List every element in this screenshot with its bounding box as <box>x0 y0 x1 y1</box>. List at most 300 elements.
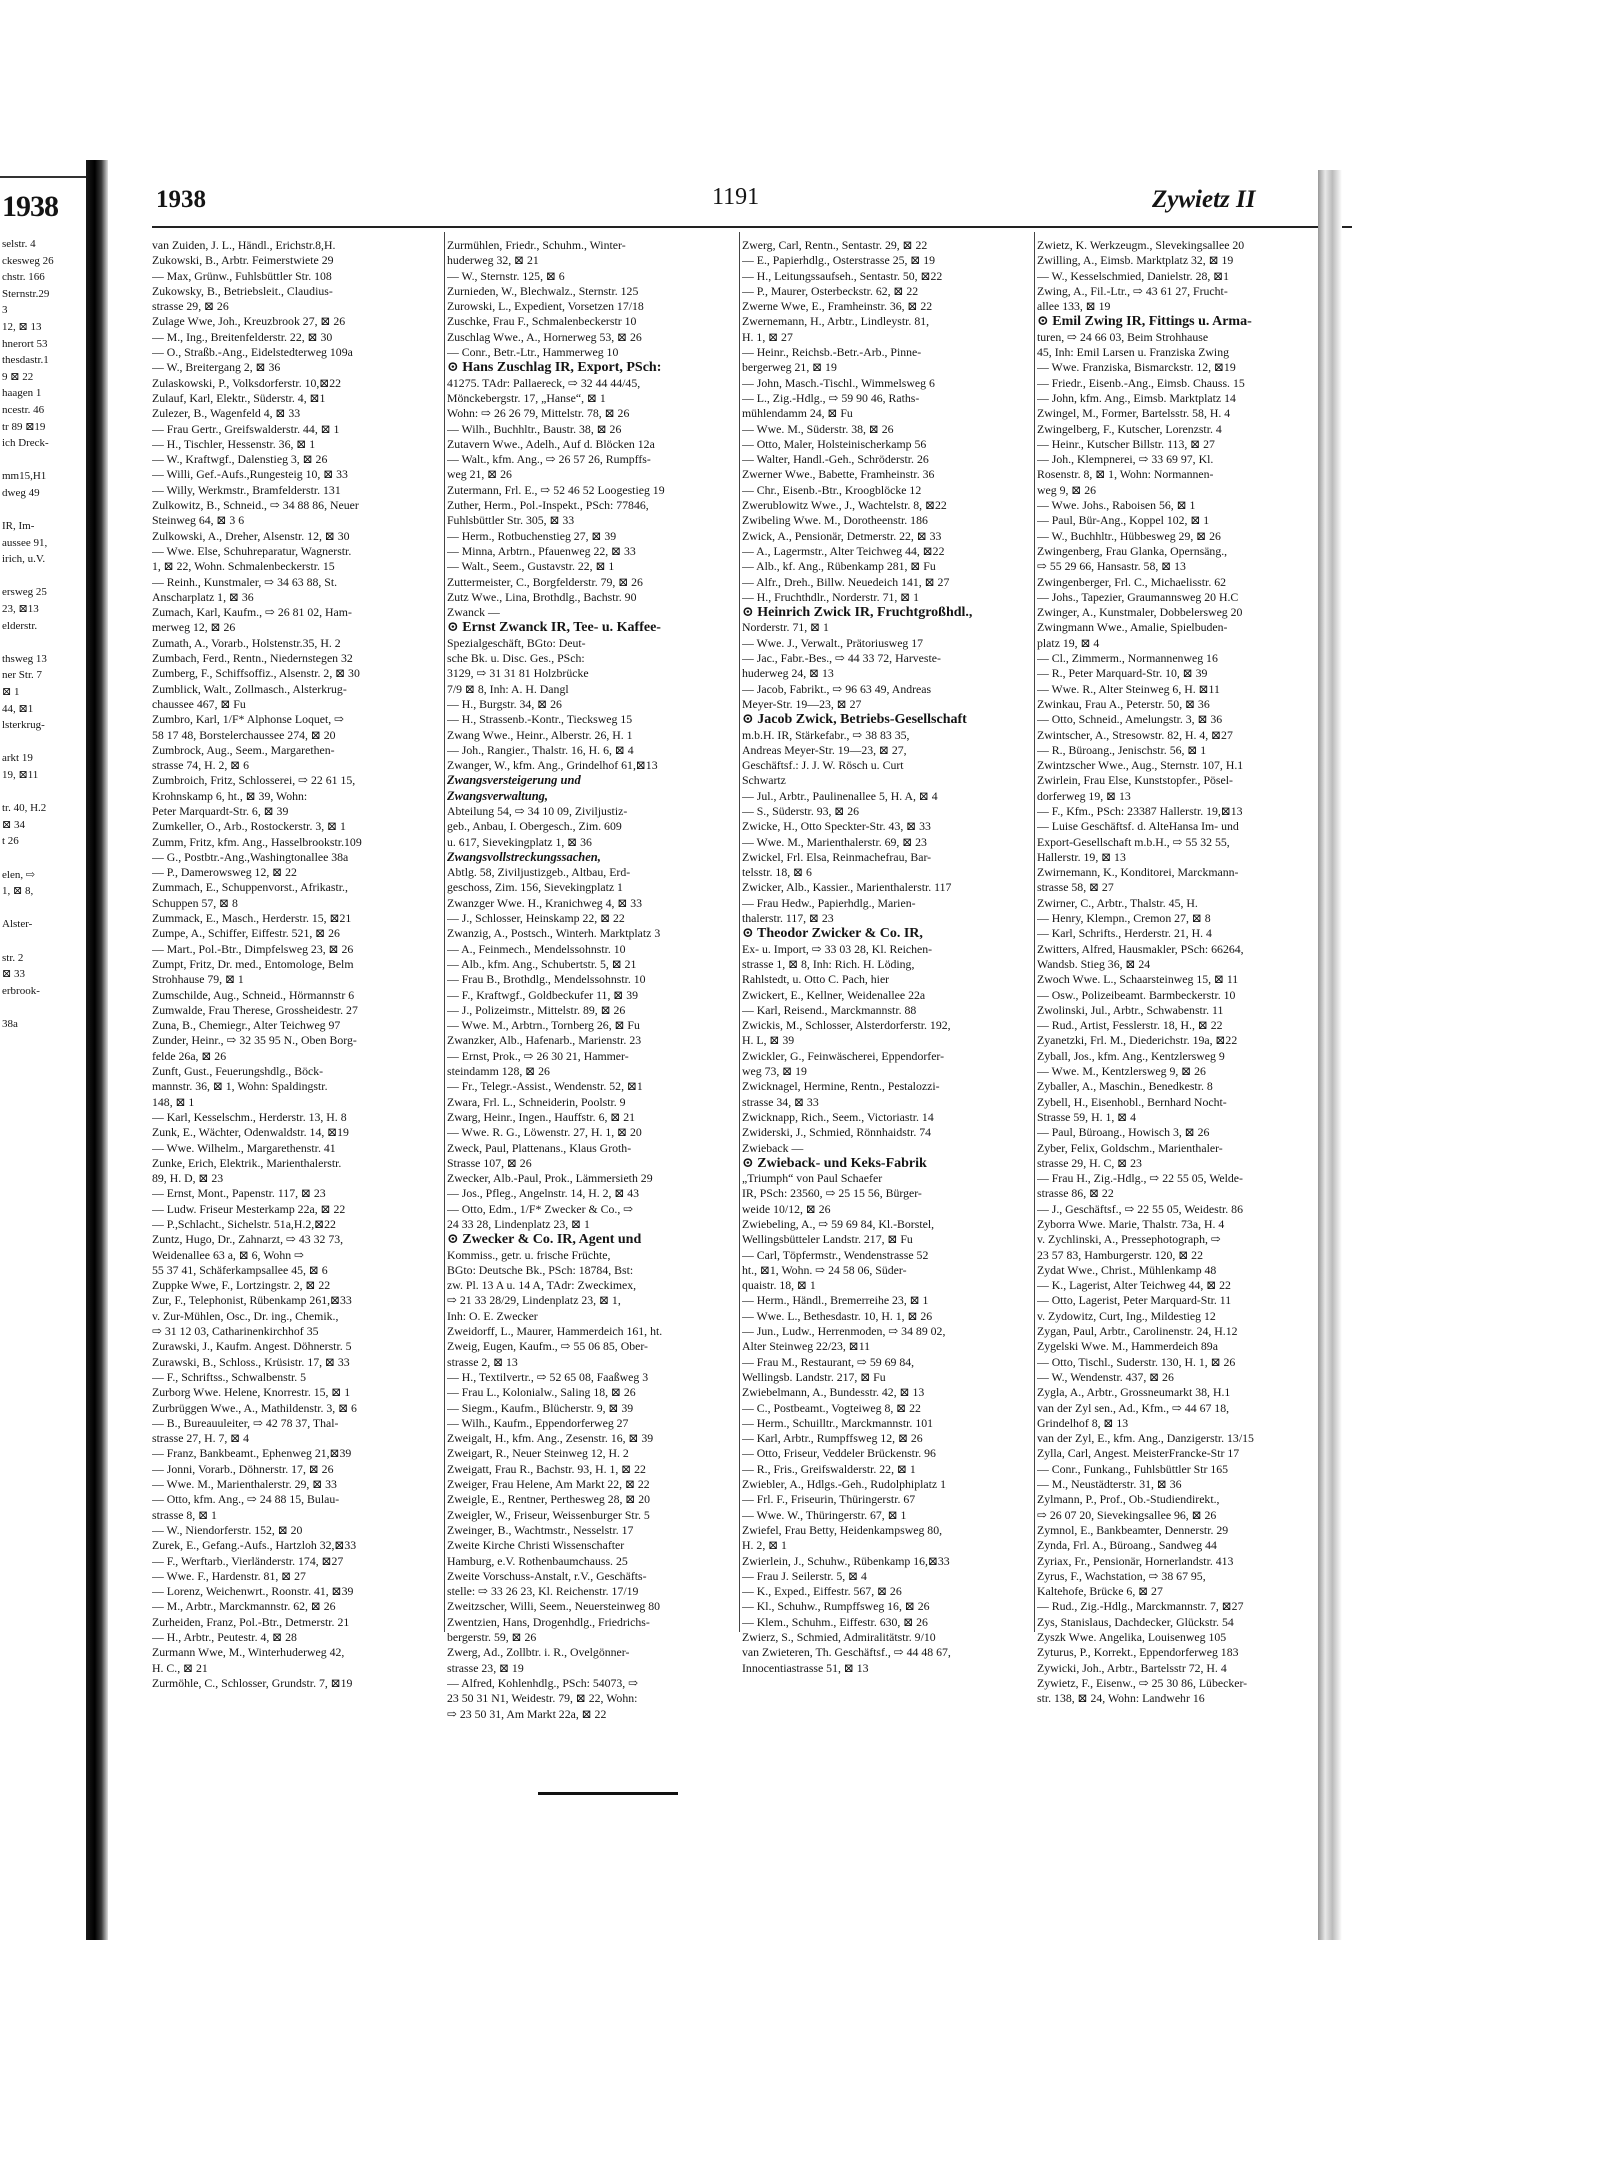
directory-entry-line: — Wwe. Else, Schuhreparatur, Wagnerstr. <box>152 543 352 558</box>
directory-entry-line: stelle: ⇨ 33 26 23, Kl. Reichenstr. 17/19 <box>447 1584 639 1599</box>
directory-entry-line: — Wwe. M., Süderstr. 38, ⊠ 26 <box>742 421 894 436</box>
directory-entry-line: — A., Lagermstr., Alter Teichweg 44, ⊠22 <box>742 543 945 558</box>
directory-entry-line: — Conr., Funkang., Fuhlsbüttler Str 165 <box>1037 1461 1229 1476</box>
directory-entry-line: Zwangsversteigerung und <box>447 773 581 788</box>
directory-entry-line: Zyballer, A., Maschin., Benedkestr. 8 <box>1037 1079 1213 1094</box>
directory-entry-line: zw. Pl. 13 A u. 14 A, TAdr: Zweckimex, <box>447 1278 637 1293</box>
directory-entry-line: Zybell, H., Eisenhobl., Bernhard Nocht- <box>1037 1094 1227 1109</box>
directory-entry-line: — Heinr., Reichsb.-Betr.-Arb., Pinne- <box>742 345 922 360</box>
left-fragment-line: elderstr. <box>2 619 38 632</box>
directory-entry-line: Zwickert, E., Kellner, Weidenallee 22a <box>742 987 926 1002</box>
left-fragment-line: ich Dreck- <box>2 437 49 450</box>
directory-entry-line: — Karl, Reisend., Marckmannstr. 88 <box>742 1002 917 1017</box>
directory-entry-line: Schuppen 57, ⊠ 8 <box>152 895 238 910</box>
directory-entry-line: Zunft, Gust., Feuerungshdlg., Böck- <box>152 1064 324 1079</box>
directory-entry-line: Zwanger, W., kfm. Ang., Grindelhof 61,⊠13 <box>447 758 658 773</box>
directory-entry-line: Zwicknapp, Rich., Seem., Victoriastr. 14 <box>742 1109 934 1124</box>
left-fragment-line: thesdastr.1 <box>2 354 49 367</box>
directory-entry-line: Zwiefel, Frau Betty, Heidenkampsweg 80, <box>742 1522 943 1537</box>
directory-entry-line: Zulage Wwe, Joh., Kreuzbrook 27, ⊠ 26 <box>152 314 346 329</box>
directory-entry-line: strasse 29, ⊠ 26 <box>152 299 229 314</box>
directory-entry-line: Spezialgeschäft, BGto: Deut- <box>447 635 586 650</box>
directory-entry-line: — O., Straßb.-Ang., Eidelstedterweg 109a <box>152 345 353 360</box>
left-fragment-line: Sternstr.29 <box>2 287 50 300</box>
directory-entry-line: Zyrus, F., Wachstation, ⇨ 38 67 95, <box>1037 1568 1206 1583</box>
directory-entry-line: strasse 23, ⊠ 19 <box>447 1660 524 1675</box>
directory-entry-line: Zutz Wwe., Lina, Brothdlg., Bachstr. 90 <box>447 589 637 604</box>
directory-entry-line: — Wwe. R. G., Löwenstr. 27, H. 1, ⊠ 20 <box>447 1125 642 1140</box>
directory-entry-line: — R., Fris., Greifswalderstr. 22, ⊠ 1 <box>742 1461 916 1476</box>
directory-entry-line: Zwara, Frl. L., Schneiderin, Poolstr. 9 <box>447 1094 626 1109</box>
directory-entry-line: Zynda, Frl. A., Büroang., Sandweg 44 <box>1037 1538 1217 1553</box>
directory-entry-line: — Paul, Büroang., Howisch 3, ⊠ 26 <box>1037 1125 1210 1140</box>
directory-entry-line: van der Zyl, E., kfm. Ang., Danzigerstr. 13/15 <box>1037 1431 1254 1446</box>
directory-entry-line: — Frau M., Restaurant, ⇨ 59 69 84, <box>742 1354 915 1369</box>
directory-entry-line: Ex- u. Import, ⇨ 33 03 28, Kl. Reichen- <box>742 941 933 956</box>
directory-entry-line: van der Zyl sen., Ad., Kfm., ⇨ 44 67 18, <box>1037 1400 1230 1415</box>
directory-entry-line: 7/9 ⊠ 8, Inh: A. H. Dangl <box>447 681 569 696</box>
directory-entry-line: — Jonni, Vorarb., Döhnerstr. 17, ⊠ 26 <box>152 1461 334 1476</box>
directory-entry-line: Weidenallee 63 a, ⊠ 6, Wohn ⇨ <box>152 1247 304 1262</box>
directory-entry-line: huderweg 24, ⊠ 13 <box>742 666 834 681</box>
header-year: 1938 <box>156 186 206 213</box>
left-fragment-line: ⊠ 34 <box>2 818 25 831</box>
directory-entry-line: — R., Peter Marquard-Str. 10, ⊠ 39 <box>1037 666 1208 681</box>
directory-entry-line: Schwartz <box>742 773 786 788</box>
directory-entry-line: — Wilh., Kaufm., Eppendorferweg 27 <box>447 1415 629 1430</box>
directory-entry-line: Peter Marquardt-Str. 6, ⊠ 39 <box>152 803 289 818</box>
directory-entry-line: — Kl., Schuhw., Rumpffsweg 16, ⊠ 26 <box>742 1599 930 1614</box>
directory-entry-line: Zurmann Wwe, M., Winterhuderweg 42, <box>152 1645 345 1660</box>
directory-entry-line: — Joh., Klempnerei, ⇨ 33 69 97, Kl. <box>1037 452 1214 467</box>
directory-entry-line: Zwingenberg, Frau Glanka, Opernsäng., <box>1037 543 1228 558</box>
directory-entry-line: — F., Schriftss., Schwalbenstr. 5 <box>152 1369 307 1384</box>
left-fragment-line: 9 ⊠ 22 <box>2 370 34 383</box>
directory-entry-line: — F., Kraftwgf., Goldbeckufer 11, ⊠ 39 <box>447 987 638 1002</box>
directory-entry-line: — Henry, Klempn., Cremon 27, ⊠ 8 <box>1037 911 1211 926</box>
directory-entry-line: — L., Zig.-Hdlg., ⇨ 59 90 46, Raths- <box>742 390 920 405</box>
directory-entry-line: H. L, ⊠ 39 <box>742 1033 795 1048</box>
directory-entry-line: Zumberg, F., Schiffsoffiz., Alsenstr. 2, ⊠ 30 <box>152 666 360 681</box>
directory-entry-line: — B., Bureauuleiter, ⇨ 42 78 37, Thal- <box>152 1415 339 1430</box>
directory-entry-line: 23 50 31 N1, Weidestr. 79, ⊠ 22, Wohn: <box>447 1691 638 1706</box>
left-fragment-line: str. 2 <box>2 951 24 964</box>
directory-entry-line: — Walt., kfm. Ang., ⇨ 26 57 26, Rumpffs- <box>447 452 651 467</box>
directory-entry-line: Zweigatt, Frau R., Bachstr. 93, H. 1, ⊠ 22 <box>447 1461 646 1476</box>
directory-entry-line: v. Zur-Mühlen, Osc., Dr. ing., Chemik., <box>152 1308 339 1323</box>
directory-entry-line: Meyer-Str. 19—23, ⊠ 27 <box>742 696 862 711</box>
directory-entry-line: — Otto, Lagerist, Peter Marquard-Str. 11 <box>1037 1293 1232 1308</box>
directory-entry-line: — Klem., Schuhm., Eiffestr. 630, ⊠ 26 <box>742 1614 928 1629</box>
directory-entry-line: Wellingsbütteler Landstr. 217, ⊠ Fu <box>742 1232 913 1247</box>
directory-entry-line: Zwitters, Alfred, Hausmakler, PSch: 66264, <box>1037 941 1244 956</box>
directory-entry-line: 41275. TAdr: Pallaereck, ⇨ 32 44 44/45, <box>447 375 641 390</box>
directory-entry-line: Zweite Kirche Christi Wissenschafter <box>447 1538 625 1553</box>
directory-entry-line: Zwintscher, A., Stresowstr. 82, H. 4, ⊠27 <box>1037 727 1233 742</box>
directory-entry-line: Zwierlein, J., Schuhw., Rübenkamp 16,⊠33 <box>742 1553 950 1568</box>
left-fragment-line: t 26 <box>2 835 19 848</box>
directory-entry-line: — H., Burgstr. 34, ⊠ 26 <box>447 696 562 711</box>
directory-entry-line: — Jul., Arbtr., Paulinenallee 5, H. A, ⊠ 4 <box>742 788 938 803</box>
directory-entry-line: — H., Arbtr., Peutestr. 4, ⊠ 28 <box>152 1630 297 1645</box>
left-fragment-line: selstr. 4 <box>2 238 36 250</box>
directory-entry-line: H. 1, ⊠ 27 <box>742 329 793 344</box>
directory-entry-line: Zylla, Carl, Angest. MeisterFrancke-Str 17 <box>1037 1446 1240 1461</box>
directory-entry-line: Abteilung 54, ⇨ 34 10 09, Ziviljustiz- <box>447 803 628 818</box>
directory-entry-line: — W., Sternstr. 125, ⊠ 6 <box>447 268 565 283</box>
directory-entry-line: — C., Postbeamt., Vogteiweg 8, ⊠ 22 <box>742 1400 921 1415</box>
directory-entry-line: Zweig, Eugen, Kaufm., ⇨ 55 06 85, Ober- <box>447 1339 648 1354</box>
left-fragment-line: haagen 1 <box>2 387 42 400</box>
directory-entry-line: — Wwe. F., Hardenstr. 81, ⊠ 27 <box>152 1568 306 1583</box>
directory-entry-line: — Wwe. R., Alter Steinweg 6, H. ⊠11 <box>1037 681 1220 696</box>
directory-entry-line: 55 37 41, Schäferkampsallee 45, ⊠ 6 <box>152 1262 328 1277</box>
directory-entry-line: strasse 29, H. C, ⊠ 23 <box>1037 1155 1142 1170</box>
left-fragment-line: ner Str. 7 <box>2 669 43 682</box>
directory-page <box>108 162 1318 1952</box>
directory-entry-line: Zwinkau, Frau A., Peterstr. 50, ⊠ 36 <box>1037 696 1210 711</box>
left-fragment-line: thsweg 13 <box>2 652 47 665</box>
directory-entry-line: Zwickis, M., Schlosser, Alsterdorferstr. 192, <box>742 1018 951 1033</box>
directory-entry-line: H. C., ⊠ 21 <box>152 1660 208 1675</box>
directory-entry-line: — K., Lagerist, Alter Teichweg 44, ⊠ 22 <box>1037 1278 1231 1293</box>
directory-entry-line: Zygla, A., Arbtr., Grossneumarkt 38, H.1 <box>1037 1385 1231 1400</box>
directory-entry-line: Zwingel, M., Former, Bartelsstr. 58, H. 4 <box>1037 406 1231 421</box>
directory-entry-line: — Fr., Telegr.-Assist., Wendenstr. 52, ⊠1 <box>447 1079 643 1094</box>
directory-entry-line: Zumwalde, Frau Therese, Grossheidestr. 27 <box>152 1002 358 1017</box>
directory-entry-line: strasse 58, ⊠ 27 <box>1037 880 1114 895</box>
directory-entry-line: — S., Süderstr. 93, ⊠ 26 <box>742 803 860 818</box>
directory-entry-line: — Ernst, Mont., Papenstr. 117, ⊠ 23 <box>152 1186 326 1201</box>
directory-entry-line: Hamburg, e.V. Rothenbaumchauss. 25 <box>447 1553 628 1568</box>
directory-entry-line: — W., Kraftwgf., Dalenstieg 3, ⊠ 26 <box>152 452 328 467</box>
directory-entry-line: Wellingsb. Landstr. 217, ⊠ Fu <box>742 1369 886 1384</box>
directory-entry-line: str. 138, ⊠ 24, Wohn: Landwehr 16 <box>1037 1691 1205 1706</box>
left-fragment-line <box>2 900 54 917</box>
directory-entry-line: Zwingelberg, F., Kutscher, Lorenzstr. 4 <box>1037 421 1222 436</box>
directory-entry-line: Zumblick, Walt., Zollmasch., Alsterkrug- <box>152 681 347 696</box>
directory-entry-line: Zurek, E., Gefang.-Aufs., Hartzloh 32,⊠33 <box>152 1538 357 1553</box>
left-fragment-line: Alster- <box>2 918 33 931</box>
directory-entry-line: Norderstr. 71, ⊠ 1 <box>742 620 829 635</box>
directory-entry-line: — Frau H., Zig.-Hdlg., ⇨ 22 55 05, Welde- <box>1037 1171 1243 1186</box>
directory-entry-line: Zymnol, E., Bankbeamter, Dennerstr. 29 <box>1037 1522 1229 1537</box>
directory-entry-line: platz 19, ⊠ 4 <box>1037 635 1100 650</box>
directory-entry-line: ⇨ 23 50 31, Am Markt 22a, ⊠ 22 <box>447 1706 607 1721</box>
directory-entry-line: Zukowsky, B., Betriebsleit., Claudius- <box>152 283 333 298</box>
directory-entry-line: Zweigler, W., Friseur, Weissenburger Str. 5 <box>447 1507 650 1522</box>
directory-entry-line: strasse 8, ⊠ 1 <box>152 1507 217 1522</box>
directory-entry-line: — J., Polizeimstr., Mittelstr. 89, ⊠ 26 <box>447 1002 626 1017</box>
directory-entry-line: — H., Fruchthdlr., Norderstr. 71, ⊠ 1 <box>742 589 919 604</box>
left-fragment-line <box>2 999 54 1016</box>
left-page-text <box>2 236 54 1033</box>
directory-entry-line: — Heinr., Kutscher Billstr. 113, ⊠ 27 <box>1037 436 1215 451</box>
directory-entry-line: — H., Leitungssaufseh., Sentastr. 50, ⊠22 <box>742 268 943 283</box>
directory-entry-line: Zwangsvollstreckungssachen, <box>447 849 601 864</box>
directory-entry-line: merweg 12, ⊠ 26 <box>152 620 236 635</box>
left-fragment-line: tr. 40, H.2 <box>2 802 47 815</box>
directory-entry-line: — Otto, Friseur, Veddeler Brückenstr. 96 <box>742 1446 936 1461</box>
directory-entry-line: Zumschilde, Aug., Schneid., Hörmannstr 6 <box>152 987 355 1002</box>
directory-entry-line: Zwingmann Wwe., Amalie, Spielbuden- <box>1037 620 1228 635</box>
directory-entry-line: Zurmöhle, C., Schlosser, Grundstr. 7, ⊠19 <box>152 1675 353 1690</box>
directory-entry-line: — Herm., Händl., Bremerreihe 23, ⊠ 1 <box>742 1293 929 1308</box>
directory-entry-line: Zwoch Wwe. L., Schaarsteinweg 15, ⊠ 11 <box>1037 972 1239 987</box>
directory-entry-line: — Paul, Bür-Ang., Koppel 102, ⊠ 1 <box>1037 513 1210 528</box>
directory-entry-line: Zuther, Herm., Pol.-Inspekt., PSch: 77846, <box>447 498 649 513</box>
directory-entry-line: — P.,Schlacht., Sichelstr. 51a,H.2,⊠22 <box>152 1217 336 1231</box>
directory-entry-line: Zwiebeling, A., ⇨ 59 69 84, Kl.-Borstel, <box>742 1217 935 1231</box>
directory-entry-line: — W., Kesselschmied, Danielstr. 28, ⊠1 <box>1037 268 1230 283</box>
directory-entry-line: v. Zychlinski, A., Pressephotograph, ⇨ <box>1037 1232 1221 1247</box>
directory-entry-line: — Wwe. J., Verwalt., Prätoriusweg 17 <box>742 635 924 650</box>
directory-entry-line: strasse 1, ⊠ 8, Inh: Rich. H. Löding, <box>742 956 915 971</box>
directory-entry-line: Zweitzscher, Willi, Seem., Neuersteinweg 80 <box>447 1599 661 1614</box>
directory-entry-line: u. 617, Sievekingplatz 1, ⊠ 36 <box>447 834 592 849</box>
directory-entry-line: — Conr., Betr.-Ltr., Hammerweg 10 <box>447 345 619 360</box>
directory-entry-line: Zweiger, Frau Helene, Am Markt 22, ⊠ 22 <box>447 1477 650 1492</box>
directory-entry-line: — Willy, Werkmstr., Bramfelderstr. 131 <box>152 482 341 497</box>
directory-entry-line: Zwicker, Alb., Kassier., Marienthalerstr. 117 <box>742 880 952 895</box>
directory-entry-line: — Frau B., Brothdlg., Mendelssohnstr. 10 <box>447 972 646 987</box>
directory-entry-line: weide 10/12, ⊠ 26 <box>742 1201 831 1216</box>
directory-entry-line: Zwerg, Ad., Zollbtr. i. R., Ovelgönner- <box>447 1645 630 1660</box>
directory-entry-line: Zwanzig, A., Postsch., Winterh. Marktplatz 3 <box>447 926 661 941</box>
left-fragment-line: 19, ⊠11 <box>2 769 39 781</box>
directory-entry-line: Zunder, Heinr., ⇨ 32 35 95 N., Oben Borg- <box>152 1033 357 1048</box>
directory-entry-line: — W., Wendenstr. 437, ⊠ 26 <box>1037 1369 1174 1384</box>
left-page-header: 1938 <box>2 190 58 223</box>
directory-entry-line: — Alfr., Dreh., Billw. Neuedeich 141, ⊠ 27 <box>742 574 950 589</box>
page-edge <box>1318 170 1342 1940</box>
directory-entry-line: weg 73, ⊠ 19 <box>742 1064 807 1079</box>
directory-entry-line: Zurheiden, Franz, Pol.-Btr., Detmerstr. 21 <box>152 1614 350 1629</box>
directory-entry-line: Grindelhof 8, ⊠ 13 <box>1037 1415 1129 1430</box>
directory-entry-line: ⊙ Ernst Zwanck IR, Tee- u. Kaffee- <box>447 620 661 636</box>
directory-entry-line: Zumm, Fritz, kfm. Ang., Hasselbrookstr.109 <box>152 834 362 849</box>
directory-entry-line: Zwiderski, J., Schmied, Rönnhaidstr. 74 <box>742 1125 932 1140</box>
directory-entry-line: — Wwe. Wilhelm., Margarethenstr. 41 <box>152 1140 336 1155</box>
directory-entry-line: Zwirner, C., Arbtr., Thalstr. 45, H. <box>1037 895 1198 910</box>
column-divider <box>739 232 740 1632</box>
directory-entry-line: Zwerg, Carl, Rentn., Sentastr. 29, ⊠ 22 <box>742 238 928 252</box>
directory-entry-line: Zuppke Wwe, F., Lortzingstr. 2, ⊠ 22 <box>152 1278 331 1293</box>
directory-entry-line: Zwolinski, Jul., Arbtr., Schwabenstr. 11 <box>1037 1002 1224 1017</box>
directory-entry-line: Zywicki, Joh., Arbtr., Bartelsstr 72, H. 4 <box>1037 1660 1227 1675</box>
directory-entry-line: Innocentiastrasse 51, ⊠ 13 <box>742 1660 869 1675</box>
directory-entry-line: Zygelski Wwe. M., Hammerdeich 89a <box>1037 1339 1218 1354</box>
directory-entry-line: strasse 86, ⊠ 22 <box>1037 1186 1114 1201</box>
directory-entry-line: — Frl. F., Friseurin, Thüringerstr. 67 <box>742 1492 916 1507</box>
directory-entry-line: Zumkeller, O., Arb., Rostockerstr. 3, ⊠ 1 <box>152 819 346 834</box>
directory-entry-line: — Jos., Pfleg., Angelnstr. 14, H. 2, ⊠ 43 <box>447 1186 640 1201</box>
directory-entry-line: — Wwe. Johs., Raboisen 56, ⊠ 1 <box>1037 498 1196 513</box>
directory-entry-line: — Reinh., Kunstmaler, ⇨ 34 63 88, St. <box>152 574 338 589</box>
left-fragment-line: IR, Im- <box>2 520 35 533</box>
directory-entry-line: Zwing, A., Fil.-Ltr., ⇨ 43 61 27, Frucht- <box>1037 283 1228 298</box>
directory-entry-line: Abtlg. 58, Ziviljustizgeb., Altbau, Erd- <box>447 865 631 880</box>
directory-entry-line: — E., Papierhdlg., Osterstrasse 25, ⊠ 19 <box>742 253 936 268</box>
directory-entry-line: mannstr. 36, ⊠ 1, Wohn: Spaldingstr. <box>152 1079 328 1094</box>
directory-entry-line: Zulkowski, A., Dreher, Alsenstr. 12, ⊠ 30 <box>152 528 350 543</box>
directory-column-2 <box>447 238 729 1722</box>
directory-entry-line: Zurawski, J., Kaufm. Angest. Döhnerstr. 5 <box>152 1339 352 1354</box>
directory-entry-line: Zweigart, R., Neuer Steinweg 12, H. 2 <box>447 1446 629 1461</box>
directory-entry-line: Zur, F., Telephonist, Rübenkamp 261,⊠33 <box>152 1293 352 1308</box>
left-fragment-line: 44, ⊠1 <box>2 702 34 715</box>
left-fragment-line: irich, u.V. <box>2 553 46 566</box>
directory-entry-line: Zyber, Felix, Goldschm., Marienthaler- <box>1037 1140 1223 1155</box>
directory-entry-line: chaussee 467, ⊠ Fu <box>152 696 246 711</box>
directory-entry-line: — H., Textilvertr., ⇨ 52 65 08, Faaßweg 3 <box>447 1369 649 1384</box>
directory-entry-line: Zuttermeister, C., Borgfelderstr. 79, ⊠ 26 <box>447 574 643 589</box>
directory-entry-line: Zumach, Karl, Kaufm., ⇨ 26 81 02, Ham- <box>152 605 352 620</box>
directory-entry-line: — Siegm., Kaufm., Blücherstr. 9, ⊠ 39 <box>447 1400 634 1415</box>
directory-entry-line: H. 2, ⊠ 1 <box>742 1538 787 1553</box>
left-fragment-line <box>2 784 54 801</box>
directory-entry-line: Zyturus, P., Korrekt., Eppendorferweg 183 <box>1037 1645 1239 1660</box>
directory-entry-line: ⇨ 31 12 03, Catharinenkirchhof 35 <box>152 1324 319 1339</box>
end-of-page-rule <box>538 1792 678 1795</box>
left-fragment-line: erbrook- <box>2 984 40 997</box>
directory-entry-line: Zurborg Wwe. Helene, Knorrestr. 15, ⊠ 1 <box>152 1385 351 1400</box>
left-fragment-line: chstr. 166 <box>2 271 45 284</box>
directory-entry-line: ⇨ 21 33 28/29, Lindenplatz 23, ⊠ 1, <box>447 1293 621 1308</box>
directory-entry-line: Zyanetzki, Frl. M., Diederichstr. 19a, ⊠22 <box>1037 1033 1238 1048</box>
header-running-title: Zywietz II <box>1152 186 1256 213</box>
directory-entry-line: Zwecker, Alb.-Paul, Prok., Lämmersieth 29 <box>447 1171 653 1186</box>
directory-entry-line: Zumbro, Karl, 1/F* Alphonse Loquet, ⇨ <box>152 712 345 727</box>
header-rule <box>152 226 1352 228</box>
directory-entry-line: Zyborra Wwe. Marie, Thalstr. 73a, H. 4 <box>1037 1217 1225 1231</box>
left-fragment-line <box>2 734 54 751</box>
directory-entry-line: Zwiebelmann, A., Bundesstr. 42, ⊠ 13 <box>742 1385 925 1400</box>
directory-entry-line: Zys, Stanislaus, Dachdecker, Glückstr. 54 <box>1037 1614 1234 1629</box>
directory-entry-line: Zukowski, B., Arbtr. Feimerstwiete 29 <box>152 253 334 268</box>
directory-entry-line: Fuhlsbüttler Str. 305, ⊠ 33 <box>447 513 575 528</box>
directory-entry-line: — Karl, Arbtr., Rumpffsweg 12, ⊠ 26 <box>742 1431 923 1446</box>
directory-entry-line: Zweite Vorschuss-Anstalt, r.V., Geschäfts- <box>447 1568 647 1583</box>
directory-entry-line: Zwietz, K. Werkzeugm., Slevekingsallee 20 <box>1037 238 1245 252</box>
directory-entry-line: geb., Anbau, I. Obergesch., Zim. 609 <box>447 819 622 834</box>
directory-entry-line: — F., Kfm., PSch: 23387 Hallerstr. 19,⊠13 <box>1037 803 1243 818</box>
column-divider <box>444 232 445 1632</box>
directory-entry-line: 58 17 48, Borstelerchaussee 274, ⊠ 20 <box>152 727 336 742</box>
directory-entry-line: Zwickler, G., Feinwäscherei, Eppendorfer- <box>742 1048 945 1063</box>
directory-entry-line: Zwiebler, A., Hdlgs.-Geh., Rudolphiplatz 1 <box>742 1477 946 1492</box>
directory-entry-line: Zunk, E., Wächter, Odenwaldstr. 14, ⊠19 <box>152 1125 349 1140</box>
directory-entry-line: — Franz, Bankbeamt., Ephenweg 21,⊠39 <box>152 1446 352 1461</box>
directory-entry-line: — H., Tischler, Hessenstr. 36, ⊠ 1 <box>152 436 316 451</box>
directory-entry-line: Zwentzien, Hans, Drogenhdlg., Friedrichs- <box>447 1614 650 1629</box>
left-fragment-line <box>2 850 54 867</box>
left-fragment-line <box>2 568 54 585</box>
left-fragment-line <box>2 452 54 469</box>
directory-entry-line: ⊙ Zwieback- und Keks-Fabrik <box>742 1155 927 1171</box>
directory-entry-line: — Carl, Töpfermstr., Wendenstrasse 52 <box>742 1247 929 1262</box>
directory-entry-line: Rosenstr. 8, ⊠ 1, Wohn: Normannen- <box>1037 467 1214 482</box>
directory-entry-line: — W., Buchhltr., Hübbesweg 29, ⊠ 26 <box>1037 528 1221 543</box>
directory-entry-line: Strasse 59, H. 1, ⊠ 4 <box>1037 1109 1137 1124</box>
left-fragment-line: tr 89 ⊠19 <box>2 420 46 433</box>
directory-entry-line: Zuna, B., Chemiegr., Alter Teichweg 97 <box>152 1018 341 1033</box>
left-fragment-line: mm15,H1 <box>2 470 47 483</box>
left-page-fragment <box>0 178 86 1908</box>
directory-entry-line: — F., Werftarb., Vierländerstr. 174, ⊠27 <box>152 1553 344 1568</box>
directory-entry-line: Zyball, Jos., kfm. Ang., Kentzlersweg 9 <box>1037 1048 1225 1063</box>
directory-column-4 <box>1037 238 1319 1707</box>
directory-entry-line: strasse 34, ⊠ 33 <box>742 1094 819 1109</box>
directory-entry-line: — G., Postbtr.-Ang.,Washingtonallee 38a <box>152 849 349 864</box>
book-gutter <box>86 160 108 1940</box>
directory-entry-line: — Friedr., Eisenb.-Ang., Eimsb. Chauss. 15 <box>1037 375 1245 390</box>
directory-entry-line: ⊙ Theodor Zwicker & Co. IR, <box>742 926 923 942</box>
directory-entry-line: Zwirnemann, K., Konditorei, Marckmann- <box>1037 865 1239 880</box>
directory-entry-line: telsstr. 18, ⊠ 6 <box>742 865 812 880</box>
directory-entry-line: Zulaskowski, P., Volksdorferstr. 10,⊠22 <box>152 375 342 390</box>
directory-entry-line: — Mart., Pol.-Btr., Dimpfelsweg 23, ⊠ 26 <box>152 941 354 956</box>
left-fragment-line: ⊠ 1 <box>2 686 20 699</box>
directory-entry-line: Zweigle, E., Rentner, Perthesweg 28, ⊠ 20 <box>447 1492 651 1507</box>
directory-entry-line: — Otto, Schneid., Amelungstr. 3, ⊠ 36 <box>1037 712 1223 727</box>
directory-entry-line: felde 26a, ⊠ 26 <box>152 1048 227 1063</box>
directory-entry-line: ⊙ Hans Zuschlag IR, Export, PSch: <box>447 360 662 376</box>
directory-entry-line: — Frau Gertr., Greifswalderstr. 44, ⊠ 1 <box>152 421 340 436</box>
directory-entry-line: Zweidorff, L., Maurer, Hammerdeich 161, ht. <box>447 1324 663 1339</box>
directory-entry-line: van Zuiden, J. L., Händl., Erichstr.8,H. <box>152 238 336 252</box>
directory-entry-line: Zylmann, P., Prof., Ob.-Studiendirekt., <box>1037 1492 1220 1507</box>
directory-entry-line: — R., Büroang., Jenischstr. 56, ⊠ 1 <box>1037 742 1207 757</box>
directory-entry-line: Krohnskamp 6, ht., ⊠ 39, Wohn: <box>152 788 308 803</box>
left-fragment-line <box>2 933 54 950</box>
directory-entry-line: Zweck, Paul, Plattenans., Klaus Groth- <box>447 1140 632 1155</box>
directory-entry-line: Zumpe, A., Schiffer, Eiffestr. 521, ⊠ 26 <box>152 926 340 941</box>
directory-entry-line: Zwingenberger, Frl. C., Michaelisstr. 62 <box>1037 574 1227 589</box>
directory-entry-line: — W., Niendorferstr. 152, ⊠ 20 <box>152 1522 303 1537</box>
directory-entry-line: Zuntz, Hugo, Dr., Zahnarzt, ⇨ 43 32 73, <box>152 1232 344 1247</box>
directory-entry-line: Zwintzscher Wwe., Aug., Sternstr. 107, H.1 <box>1037 758 1244 773</box>
left-fragment-line: ncestr. 46 <box>2 403 45 416</box>
directory-entry-line: ⊙ Zwecker & Co. IR, Agent und <box>447 1232 642 1248</box>
directory-entry-line: — Alb., kf. Ang., Rübenkamp 281, ⊠ Fu <box>742 559 936 574</box>
directory-entry-line: — Cl., Zimmerm., Normannenweg 16 <box>1037 651 1218 666</box>
directory-entry-line: Zulauf, Karl, Elektr., Süderstr. 4, ⊠1 <box>152 390 326 405</box>
directory-entry-line: — John, Masch.-Tischl., Wimmelsweg 6 <box>742 375 935 390</box>
directory-entry-line: Zuschlag Wwe., A., Hornerweg 53, ⊠ 26 <box>447 329 642 344</box>
directory-entry-line: — K., Exped., Eiffestr. 567, ⊠ 26 <box>742 1584 902 1599</box>
directory-entry-line: Wohn: ⇨ 26 26 79, Mittelstr. 78, ⊠ 26 <box>447 406 630 421</box>
directory-entry-line: Zwinger, A., Kunstmaler, Dobbelersweg 20 <box>1037 605 1243 620</box>
directory-entry-line: Zwarg, Heinr., Ingen., Hauffstr. 6, ⊠ 21 <box>447 1109 636 1124</box>
directory-entry-line: Andreas Meyer-Str. 19—23, ⊠ 27, <box>742 742 907 757</box>
directory-entry-line: — Jun., Ludw., Herrenmoden, ⇨ 34 89 02, <box>742 1324 946 1339</box>
directory-entry-line: Zurmühlen, Friedr., Schuhm., Winter- <box>447 238 626 252</box>
directory-entry-line: Zygan, Paul, Arbtr., Carolinenstr. 24, H.12 <box>1037 1324 1238 1339</box>
directory-column-1 <box>152 238 434 1691</box>
directory-entry-line: Kommiss., getr. u. frische Früchte, <box>447 1247 611 1262</box>
directory-entry-line: — Wwe. M., Marienthalerstr. 29, ⊠ 33 <box>152 1477 337 1492</box>
directory-entry-line: — Ernst, Prok., ⇨ 26 30 21, Hammer- <box>447 1048 629 1063</box>
directory-entry-line: Export-Gesellschaft m.b.H., ⇨ 55 32 55, <box>1037 834 1230 849</box>
left-fragment-line: 38a <box>2 1017 18 1030</box>
directory-entry-line: ht., ⊠1, Wohn. ⇨ 24 58 06, Süder- <box>742 1262 907 1277</box>
directory-entry-line: Zwicke, H., Otto Speckter-Str. 43, ⊠ 33 <box>742 819 931 834</box>
directory-entry-line: — Wwe. M., Kentzlersweg 9, ⊠ 26 <box>1037 1064 1206 1079</box>
directory-entry-line: Zweinger, B., Wachtmstr., Nesselstr. 17 <box>447 1522 634 1537</box>
directory-entry-line: bergerstr. 59, ⊠ 26 <box>447 1630 537 1645</box>
directory-entry-line: Steinweg 64, ⊠ 3 6 <box>152 513 245 528</box>
